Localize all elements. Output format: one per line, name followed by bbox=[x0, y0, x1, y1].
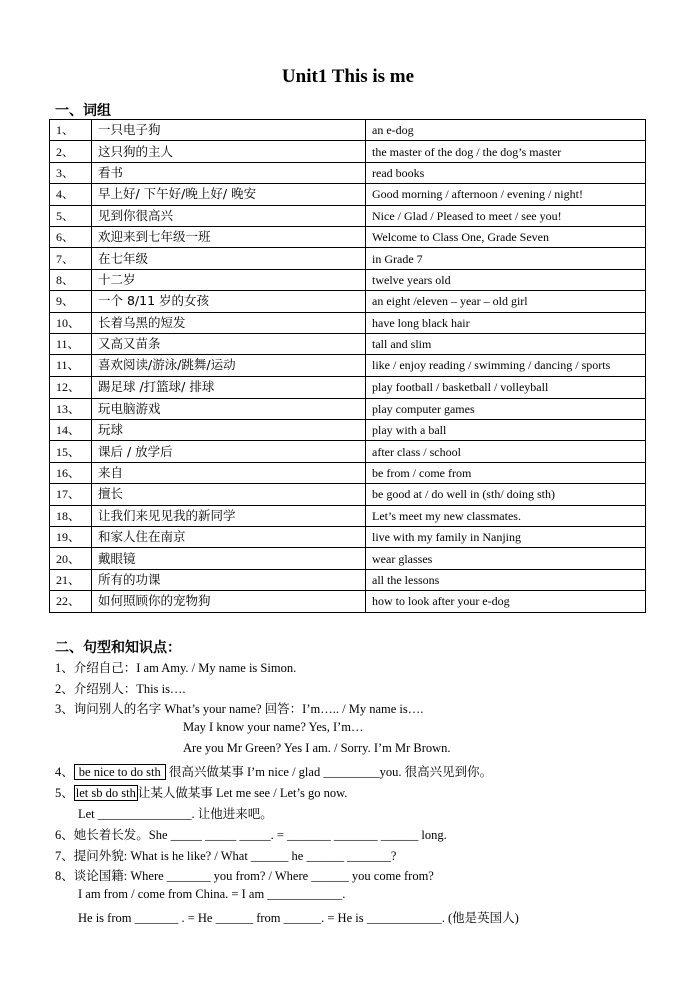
vocab-row bbox=[50, 420, 646, 441]
vocab-chinese: 一个 8/11 岁的女孩 bbox=[92, 291, 366, 312]
note-line-5 bbox=[55, 783, 347, 801]
vocab-chinese: 长着乌黑的短发 bbox=[92, 312, 366, 333]
vocab-english: in Grade 7 bbox=[366, 248, 646, 269]
vocab-chinese: 十二岁 bbox=[92, 269, 366, 290]
vocab-row bbox=[50, 548, 646, 569]
vocab-row bbox=[50, 355, 646, 377]
note-line-8: 8、谈论国籍: Where _______ you from? / Where ______ you come from? bbox=[55, 869, 434, 883]
vocab-number: 12、 bbox=[50, 377, 92, 398]
note-line-4 bbox=[55, 762, 492, 780]
vocab-english: play football / basketball / volleyball bbox=[366, 377, 646, 398]
vocab-chinese: 玩球 bbox=[92, 420, 366, 441]
vocab-chinese: 见到你很高兴 bbox=[92, 205, 366, 226]
vocab-chinese: 和家人住在南京 bbox=[92, 527, 366, 548]
vocab-number: 4、 bbox=[50, 184, 92, 205]
vocab-row bbox=[50, 333, 646, 354]
vocab-number: 10、 bbox=[50, 312, 92, 333]
vocab-row bbox=[50, 120, 646, 141]
vocab-row bbox=[50, 141, 646, 162]
phrase-box-nice-to-do: be nice to do sth bbox=[74, 764, 166, 780]
vocab-number: 7、 bbox=[50, 248, 92, 269]
note-line-1: 1、介绍自己：I am Amy. / My name is Simon. bbox=[55, 661, 297, 675]
vocab-chinese: 擅长 bbox=[92, 484, 366, 505]
vocab-row bbox=[50, 398, 646, 419]
vocab-number: 6、 bbox=[50, 226, 92, 247]
note-line-4-text: 很高兴做某事 I’m nice / glad _________you. 很高兴见到你。 bbox=[165, 765, 493, 779]
vocab-english: Good morning / afternoon / evening / night! bbox=[366, 184, 646, 205]
vocab-number: 11、 bbox=[50, 355, 92, 377]
vocab-row bbox=[50, 569, 646, 590]
vocab-english: an eight /eleven – year – old girl bbox=[366, 291, 646, 312]
note-line-5b: Let _______________. 让他进来吧。 bbox=[78, 807, 273, 821]
vocab-chinese: 课后 / 放学后 bbox=[92, 441, 366, 462]
note-line-8c: He is from _______ . = He ______ from ______. = He is ____________. (他是英国人) bbox=[78, 911, 519, 925]
vocab-english: be good at / do well in (sth/ doing sth) bbox=[366, 484, 646, 505]
vocab-chinese: 戴眼镜 bbox=[92, 548, 366, 569]
vocab-row bbox=[50, 377, 646, 398]
note-line-4-num: 4、 bbox=[55, 765, 74, 779]
vocab-row bbox=[50, 462, 646, 483]
vocab-number: 21、 bbox=[50, 569, 92, 590]
vocab-number: 13、 bbox=[50, 398, 92, 419]
note-line-3c: Are you Mr Green? Yes I am. / Sorry. I’m Mr Brown. bbox=[183, 741, 451, 755]
vocab-number: 14、 bbox=[50, 420, 92, 441]
vocab-number: 8、 bbox=[50, 269, 92, 290]
section-heading-phrases: 一、词组 bbox=[55, 103, 111, 119]
note-line-2: 2、介绍别人：This is…. bbox=[55, 682, 186, 696]
vocab-number: 18、 bbox=[50, 505, 92, 526]
vocab-english: be from / come from bbox=[366, 462, 646, 483]
vocab-english: an e-dog bbox=[366, 120, 646, 141]
vocab-english: Let’s meet my new classmates. bbox=[366, 505, 646, 526]
vocab-number: 11、 bbox=[50, 333, 92, 354]
note-line-6: 6、她长着长发。She _____ _____ _____. = _______ _______ ______ long. bbox=[55, 828, 447, 842]
vocab-number: 9、 bbox=[50, 291, 92, 312]
vocab-row bbox=[50, 441, 646, 462]
vocab-chinese: 看书 bbox=[92, 162, 366, 183]
vocab-english: twelve years old bbox=[366, 269, 646, 290]
vocab-english: like / enjoy reading / swimming / dancing / sports bbox=[366, 355, 646, 377]
note-line-7: 7、提问外貌: What is he like? / What ______ he ______ _______? bbox=[55, 849, 397, 863]
vocab-english: play computer games bbox=[366, 398, 646, 419]
vocab-english: after class / school bbox=[366, 441, 646, 462]
vocab-row bbox=[50, 591, 646, 612]
note-line-5-num: 5、 bbox=[55, 786, 74, 800]
vocab-row bbox=[50, 484, 646, 505]
vocab-chinese: 在七年级 bbox=[92, 248, 366, 269]
vocab-english: tall and slim bbox=[366, 333, 646, 354]
vocab-number: 22、 bbox=[50, 591, 92, 612]
vocab-chinese: 所有的功课 bbox=[92, 569, 366, 590]
vocab-row bbox=[50, 162, 646, 183]
vocab-number: 15、 bbox=[50, 441, 92, 462]
vocab-english: wear glasses bbox=[366, 548, 646, 569]
vocab-english: play with a ball bbox=[366, 420, 646, 441]
vocab-row bbox=[50, 248, 646, 269]
vocab-chinese: 又高又苗条 bbox=[92, 333, 366, 354]
vocab-english: all the lessons bbox=[366, 569, 646, 590]
vocab-row bbox=[50, 269, 646, 290]
vocab-row bbox=[50, 527, 646, 548]
vocab-number: 1、 bbox=[50, 120, 92, 141]
phrase-box-let-sb-do: let sb do sth bbox=[75, 786, 136, 800]
vocab-number: 2、 bbox=[50, 141, 92, 162]
vocab-row bbox=[50, 205, 646, 226]
vocab-english: the master of the dog / the dog’s master bbox=[366, 141, 646, 162]
vocab-table bbox=[49, 119, 646, 613]
vocab-row bbox=[50, 312, 646, 333]
note-line-3: 3、询问别人的名字 What’s your name? 回答：I’m….. / My name is…. bbox=[55, 702, 424, 716]
vocab-english: live with my family in Nanjing bbox=[366, 527, 646, 548]
vocab-chinese: 欢迎来到七年级一班 bbox=[92, 226, 366, 247]
vocab-chinese: 喜欢阅读/游泳/跳舞/运动 bbox=[92, 355, 366, 377]
vocab-row bbox=[50, 184, 646, 205]
vocab-chinese: 一只电子狗 bbox=[92, 120, 366, 141]
section-heading-sentences: 二、句型和知识点： bbox=[55, 640, 181, 656]
vocab-chinese: 来自 bbox=[92, 462, 366, 483]
vocab-number: 17、 bbox=[50, 484, 92, 505]
vocab-chinese: 早上好/ 下午好/晚上好/ 晚安 bbox=[92, 184, 366, 205]
vocab-english: read books bbox=[366, 162, 646, 183]
vocab-chinese: 这只狗的主人 bbox=[92, 141, 366, 162]
vocab-english: Nice / Glad / Pleased to meet / see you! bbox=[366, 205, 646, 226]
note-line-8b: I am from / come from China. = I am ____________. bbox=[78, 887, 346, 901]
vocab-number: 16、 bbox=[50, 462, 92, 483]
vocab-row bbox=[50, 226, 646, 247]
vocab-chinese: 如何照顾你的宠物狗 bbox=[92, 591, 366, 612]
vocab-row bbox=[50, 291, 646, 312]
note-line-3b: May I know your name? Yes, I’m… bbox=[183, 720, 364, 734]
vocab-english: how to look after your e-dog bbox=[366, 591, 646, 612]
vocab-number: 5、 bbox=[50, 205, 92, 226]
page-title: Unit1 This is me bbox=[281, 66, 415, 87]
vocab-chinese: 让我们来见见我的新同学 bbox=[92, 505, 366, 526]
vocab-number: 20、 bbox=[50, 548, 92, 569]
vocab-row bbox=[50, 505, 646, 526]
vocab-english: Welcome to Class One, Grade Seven bbox=[366, 226, 646, 247]
vocab-number: 3、 bbox=[50, 162, 92, 183]
vocab-english: have long black hair bbox=[366, 312, 646, 333]
vocab-chinese: 玩电脑游戏 bbox=[92, 398, 366, 419]
vocab-chinese: 踢足球 /打篮球/ 排球 bbox=[92, 377, 366, 398]
note-line-5-text: 让某人做某事 Let me see / Let’s go now. bbox=[137, 786, 348, 800]
vocab-number: 19、 bbox=[50, 527, 92, 548]
